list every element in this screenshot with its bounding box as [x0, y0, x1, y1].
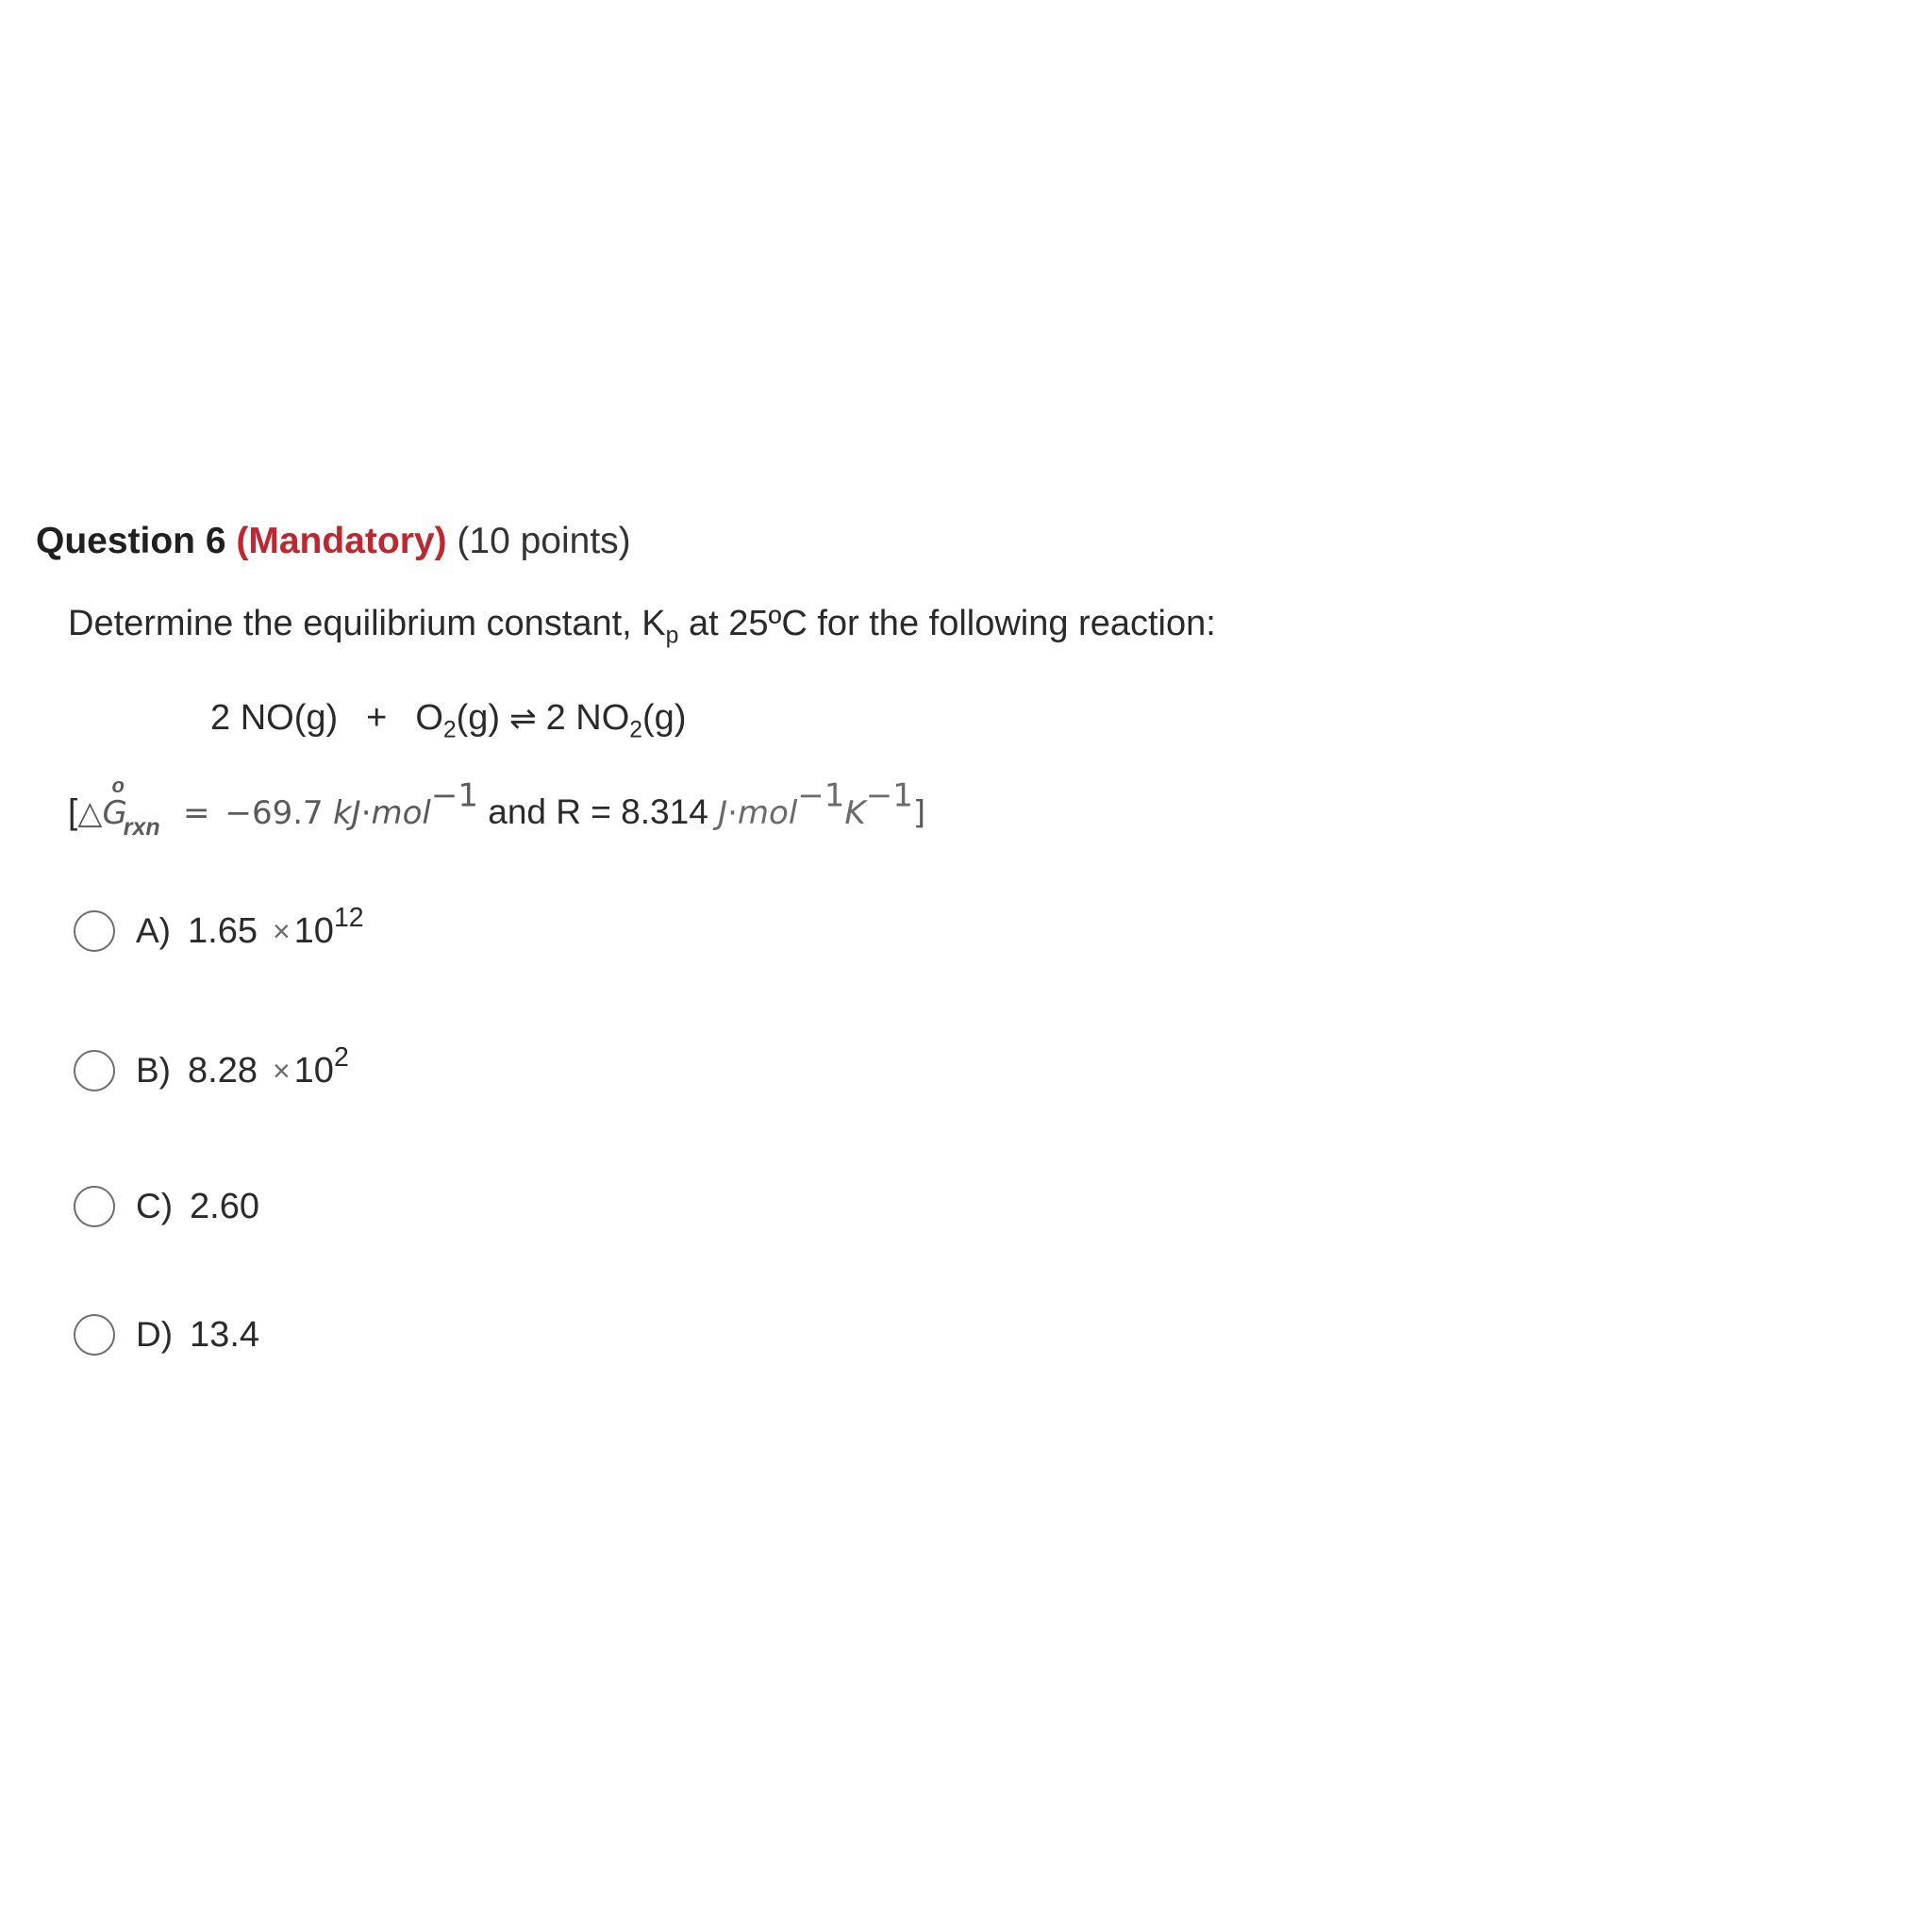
delta-symbol: △	[77, 794, 103, 832]
reaction-equation	[210, 698, 687, 743]
times-icon: ×	[272, 1053, 291, 1088]
unit-mol: mol	[371, 794, 431, 832]
question-header	[36, 521, 631, 562]
radio-button-c[interactable]	[74, 1186, 115, 1227]
unit-k: K	[844, 794, 866, 832]
reactant-o2: $O_2(g)$	[415, 698, 501, 743]
plus-sign: +	[366, 698, 388, 738]
unit-mol-2: mol	[737, 794, 798, 832]
choice-b-power: $10^2$	[293, 1041, 349, 1091]
prompt-text-start: Determine the equilibrium constant, K	[68, 604, 666, 643]
choice-a-label: A)	[136, 911, 171, 950]
times-icon: ×	[272, 913, 291, 948]
gas-constant-text: and R = 8.314	[478, 792, 719, 831]
question-title: Question 6	[36, 521, 226, 561]
given-open-bracket: [	[68, 792, 78, 831]
given-equals: =	[182, 794, 210, 832]
reactant-no: 2 NO(g)	[210, 698, 339, 738]
radio-button-a[interactable]	[74, 910, 115, 952]
choice-d[interactable]	[74, 1311, 259, 1358]
radio-button-d[interactable]	[74, 1314, 115, 1356]
choice-c-value: 2.60	[190, 1186, 260, 1226]
equilibrium-arrow-icon: ⇌	[509, 701, 537, 737]
gibbs-symbol: G o	[102, 774, 127, 832]
choice-b-label: B)	[136, 1051, 171, 1090]
given-close-bracket: ]	[912, 794, 926, 832]
choice-a-power: $10^{12}$	[293, 902, 364, 951]
delta-g-value: −69.7	[225, 794, 324, 832]
given-data: [△G o $_{rxn}$ = −69.7 kJ·mol$^{-1}$ and R = 8.314 $J\cdot mol^{-1}K^{-1}$]	[68, 774, 926, 841]
mandatory-label: (Mandatory)	[236, 521, 447, 561]
unit-kj: kJ	[332, 794, 361, 832]
choice-a[interactable]	[74, 902, 364, 955]
prompt-k-subscript: p	[665, 623, 679, 649]
gibbs-subscript: rxn	[123, 814, 160, 841]
unit-mol-exponent: −1	[430, 776, 478, 815]
radio-button-b[interactable]	[74, 1050, 115, 1091]
points-label: (10 points)	[457, 521, 631, 561]
unit-j: J	[718, 794, 728, 832]
choice-d-label: D)	[136, 1315, 174, 1354]
product-no2: 2 $NO_2(g)$	[545, 698, 687, 743]
choice-c[interactable]	[74, 1183, 259, 1230]
choice-b-value: 8.28	[188, 1050, 258, 1091]
prompt-text-end: at 25ºC for the following reaction:	[678, 604, 1216, 643]
choice-d-value: 13.4	[190, 1314, 260, 1355]
choice-a-value: 1.65	[188, 910, 258, 951]
choice-b[interactable]	[74, 1041, 349, 1094]
question-prompt	[68, 604, 1216, 649]
choice-c-label: C)	[136, 1187, 174, 1225]
